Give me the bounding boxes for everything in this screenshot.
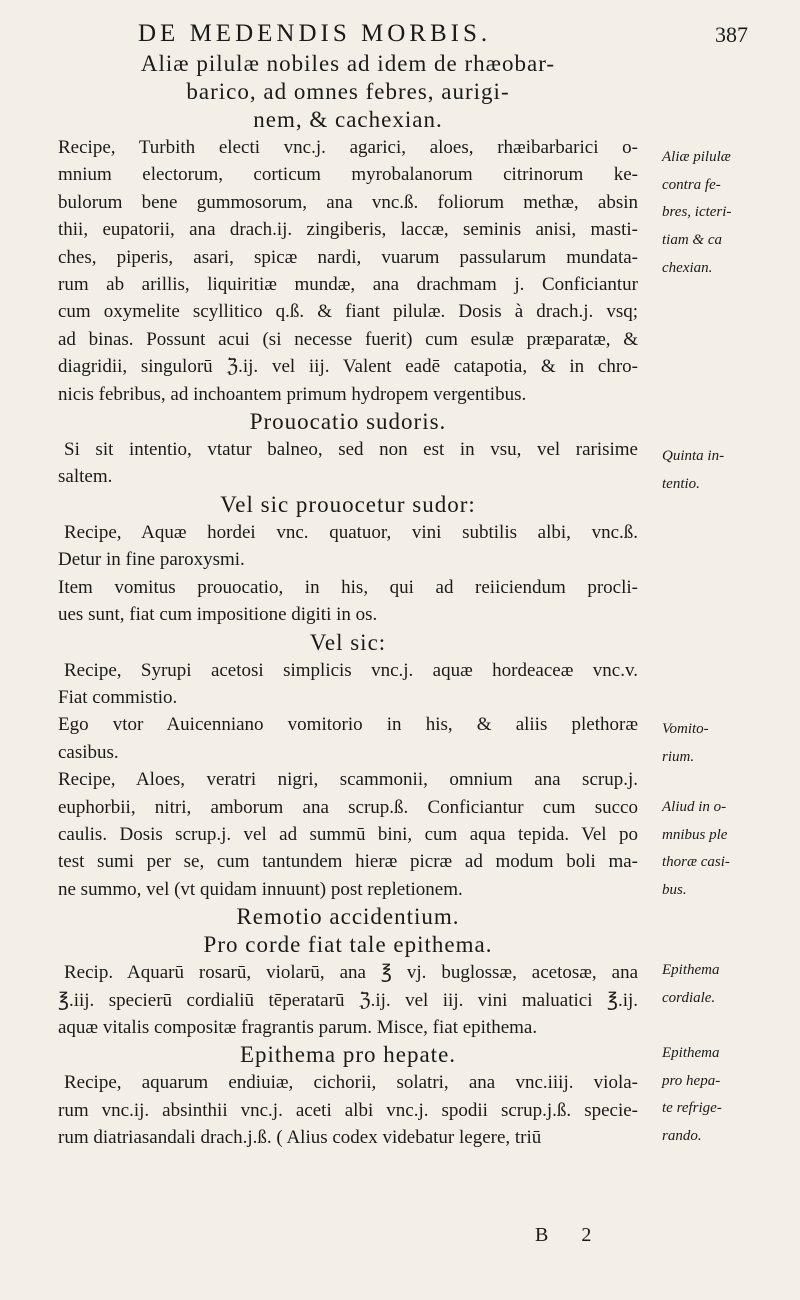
text-line: Si sit intentio, vtatur balneo, sed non est in vsu, vel rarisime [64,439,638,461]
margin-note: rium. [662,749,695,765]
page-number: 387 [715,22,748,47]
text-line: Recipe, aquarum endiuiæ, cichorii, solatri, ana vnc.iiij. viola- [64,1072,638,1094]
text-line: ches, piperis, asari, spicæ nardi, vuarum passularum mundata- [58,246,638,268]
section-title: Epithema pro hepate. [239,1042,457,1068]
text-line: rum vnc.ij. absinthii vnc.j. aceti albi vnc.j. spodii scrup.j.ß. specie- [58,1099,638,1121]
section-title: Vel sic: [309,629,387,655]
margin-note: thoræ casi- [662,854,730,870]
section-title: nem, & cachexian. [253,107,443,132]
text-line: ne summo, vel (vt quidam innuunt) post repletionem. [58,878,463,900]
page-header [60,20,760,50]
text-line: thii, eupatorii, ana drach.ij. zingiberis, laccæ, seminis anisi, masti- [58,219,638,241]
margin-note: tentio. [662,476,700,492]
text-line: mnium electorum, corticum myrobalanorum citrinorum ke- [58,164,638,186]
margin-note: Aliud in o- [662,799,727,815]
margin-note: cordiale. [662,990,716,1006]
margin-note: te refrige- [662,1100,722,1116]
section-title: Prouocatio sudoris. [249,409,447,435]
text-line: casibus. [58,741,119,763]
margin-note: tiam & ca [662,232,722,248]
margin-notes [662,0,787,1300]
text-line: Item vomitus prouocatio, in his, qui ad reiiciendum procli- [58,576,638,598]
margin-note: pro hepa- [662,1073,721,1089]
text-line: euphorbii, nitri, amborum ana scrup.ß. Conficiantur cum succo [58,796,638,818]
text-line: Ego vtor Auicenniano vomitorio in his, & aliis plethoræ [58,714,638,736]
margin-note: contra fe- [662,177,721,193]
section-title: Vel sic prouocetur sudor: [220,491,476,517]
text-line: Detur in fine paroxysmi. [58,549,245,571]
margin-note: chexian. [662,260,713,276]
text-line: saltem. [58,466,113,488]
text-line: rum ab arillis, liquiritiæ mundæ, ana drachmam j. Conficiantur [58,274,638,296]
signature-mark: B 2 [535,1224,606,1246]
margin-note: Quinta in- [662,448,725,464]
margin-note: Aliæ pilulæ [662,149,731,165]
running-title: DE MEDENDIS MORBIS. [138,20,492,47]
text-line: ad binas. Possunt acui (si necesse fuerit) cum esulæ præparatæ, & [58,328,638,350]
margin-note: rando. [662,1128,702,1144]
text-line: Recipe, Aquæ hordei vnc. quatuor, vini subtilis albi, vnc.ß. [64,521,638,543]
margin-note: Vomito- [662,721,709,737]
section-title: Pro corde fiat tale epithema. [203,932,493,958]
text-line: caulis. Dosis scrup.j. vel ad summū bini, cum aqua tepida. Vel po [58,823,638,845]
text-line: Recipe, Turbith electi vnc.j. agarici, aloes, rhæibarbarici o- [58,137,638,158]
text-line: test sumi per se, cum tantundem hieræ picræ ad modum boli ma- [58,851,638,873]
section-title: Remotio accidentium. [236,904,460,930]
text-line: rum diatriasandali drach.j.ß. ( Alius codex videbatur legere, triū [58,1127,542,1149]
margin-note: bres, icteri- [662,204,732,220]
text-line: bulorum bene gummosorum, ana vnc.ß. foliorum methæ, absin [58,191,638,213]
section-title: Aliæ pilulæ nobiles ad idem de rhæobar- [140,51,556,76]
margin-note: Epithema [662,962,720,978]
text-line: nicis febribus, ad inchoantem primum hydropem vergentibus. [58,383,527,405]
margin-note: Epithema [662,1045,720,1061]
text-line: ℥.iij. specierū cordialiū tēperatarū ℨ.ij. vel iij. vini maluatici ℥.ij. [58,989,638,1011]
margin-note: mnibus ple [662,827,728,843]
text-line: Recip. Aquarū rosarū, violarū, ana ℥ vj. buglossæ, acetosæ, ana [64,962,638,984]
text-line: Recipe, Syrupi acetosi simplicis vnc.j. aquæ hordeaceæ vnc.v. [64,659,638,681]
text-line: Fiat commistio. [58,686,178,708]
section-title: barico, ad omnes febres, aurigi- [186,79,510,104]
text-line: diagridii, singulorū ℨ.ij. vel iij. Valent eadē catapotia, & in chro- [58,356,638,378]
text-line: ues sunt, fiat cum impositione digiti in os. [58,604,378,626]
text-line: aquæ vitalis compositæ fragrantis parum. Misce, fiat epithema. [58,1016,538,1038]
main-text-column [58,50,638,1152]
text-line: Recipe, Aloes, veratri nigri, scammonii, omnium ana scrup.j. [58,769,638,791]
margin-note: bus. [662,882,687,898]
text-line: cum oxymelite scyllitico q.ß. & fiant pilulæ. Dosis à drach.j. vsq; [58,301,638,323]
